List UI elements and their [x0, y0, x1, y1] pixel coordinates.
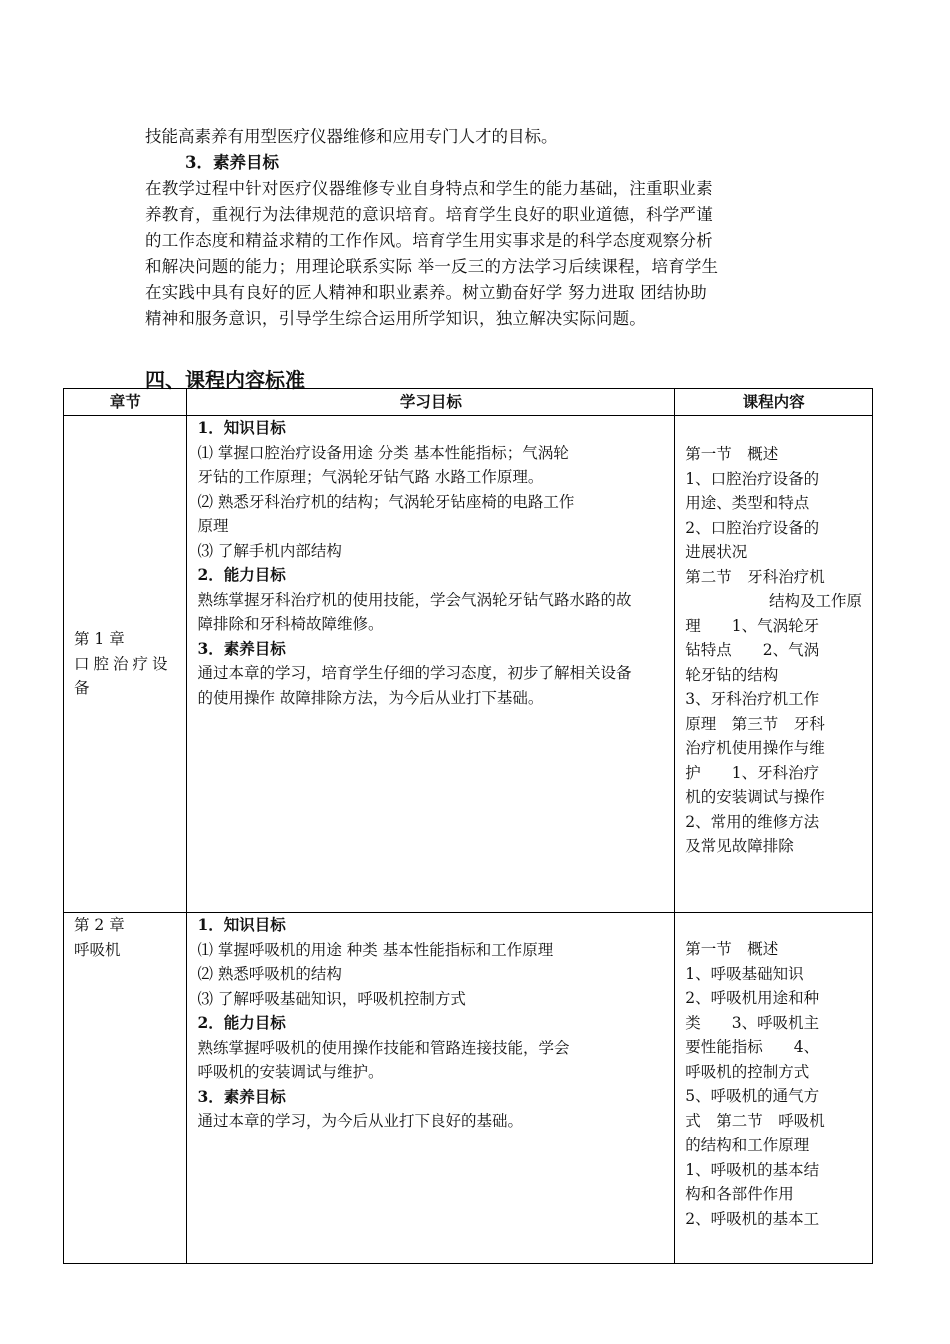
content-line: 第一节 概述 — [685, 445, 779, 463]
goal-line: ⑴ 掌握口腔治疗设备用途 分类 基本性能指标；气涡轮 — [197, 443, 569, 462]
goal-line: 通过本章的学习，为今后从业打下良好的基础。 — [197, 1112, 523, 1130]
goal-line: ⑶ 了解呼吸基础知识，呼吸机控制方式 — [197, 989, 466, 1008]
goal-line: 熟练掌握呼吸机的使用操作技能和管路连接技能，学会 — [197, 1038, 570, 1057]
content-line: 原理 第三节 牙科 — [685, 714, 825, 733]
goal-line: ⑵ 熟悉牙科治疗机的结构；气涡轮牙钻座椅的电路工作 — [197, 492, 575, 511]
content-line: 2、呼吸机的基本工 — [685, 1209, 820, 1228]
header-chapter: 章节 — [64, 389, 187, 416]
content-line: 钻特点 2、气涡 — [685, 641, 820, 659]
content-line: 2、呼吸机用途和种 — [685, 989, 820, 1007]
goals-cell — [187, 913, 675, 1264]
content-line: 构和各部件作用 — [685, 1185, 794, 1203]
content-line: 护 1、牙科治疗 — [685, 763, 820, 782]
content-line: 第一节 概述 — [685, 940, 779, 958]
paragraph-line: 的工作态度和精益求精的工作作风。培育学生用实事求是的科学态度观察分析 — [145, 231, 713, 250]
content-line: 5、呼吸机的通气方 — [685, 1087, 820, 1105]
chapter-cell — [64, 416, 187, 913]
content-line: 1、呼吸机的基本结 — [685, 1160, 820, 1179]
goal-heading: 3．素养目标 — [197, 638, 286, 658]
table-row — [64, 416, 873, 913]
goal-heading: 1．知识目标 — [197, 418, 286, 437]
goal-line: ⑵ 熟悉呼吸机的结构 — [197, 965, 342, 983]
content-line: 类 3、呼吸机主 — [685, 1013, 820, 1032]
content-line: 呼吸机的控制方式 — [685, 1062, 810, 1081]
goal-line: 牙钻的工作原理；气涡轮牙钻气路 水路工作原理。 — [197, 468, 544, 486]
goal-line: ⑶ 了解手机内部结构 — [197, 541, 342, 560]
chapter-title: 呼吸机 — [74, 940, 121, 959]
paragraph-line: 养教育，重视行为法律规范的意识培育。培育学生良好的职业道德，科学严谨 — [145, 205, 713, 224]
goal-line: 熟练掌握牙科治疗机的使用技能，学会气涡轮牙钻气路水路的故 — [197, 590, 632, 609]
content-line: 2、常用的维修方法 — [685, 812, 820, 831]
goal-heading: 3．素养目标 — [197, 1086, 286, 1106]
chapter-title: 备 — [74, 679, 90, 698]
content-cell — [675, 416, 873, 913]
chapter-title: 口腔治疗设 — [74, 654, 172, 673]
goal-line: 障排除和牙科椅故障维修。 — [197, 615, 384, 633]
content-line: 机的安装调试与操作 — [685, 788, 825, 806]
header-course-content: 课程内容 — [675, 389, 873, 416]
intro-line: 技能高素养有用型医疗仪器维修和应用专门人才的目标。 — [145, 127, 558, 146]
content-line: 的结构和工作原理 — [685, 1136, 810, 1154]
content-line: 1、呼吸基础知识 — [685, 964, 804, 983]
intro-block — [145, 124, 825, 332]
content-line: 3、牙科治疗机工作 — [685, 690, 820, 708]
goal-line: 原理 — [197, 517, 229, 535]
goal-line: ⑴ 掌握呼吸机的用途 种类 基本性能指标和工作原理 — [197, 940, 554, 959]
header-learning-goals: 学习目标 — [187, 389, 675, 416]
content-line: 结构及工作原 — [768, 592, 862, 610]
section-title: 四、课程内容标准 — [145, 368, 305, 392]
goal-line: 通过本章的学习，培育学生仔细的学习态度，初步了解相关设备 — [197, 664, 632, 682]
table-header-row — [64, 389, 873, 416]
content-line: 1、口腔治疗设备的 — [685, 469, 820, 488]
content-line: 轮牙钻的结构 — [685, 665, 779, 684]
goal-heading: 2．能力目标 — [197, 565, 286, 584]
content-line: 第二节 牙科治疗机 — [685, 567, 825, 586]
goal-line: 呼吸机的安装调试与维护。 — [197, 1063, 384, 1081]
content-line: 理 1、气涡轮牙 — [685, 616, 820, 635]
content-line: 用途、类型和特点 — [685, 494, 810, 512]
course-content-table — [63, 388, 873, 1264]
goal-line: 的使用操作 故障排除方法，为今后从业打下基础。 — [197, 688, 544, 707]
subheading-literacy-goals: 3．素养目标 — [185, 153, 279, 172]
goal-heading: 2．能力目标 — [197, 1013, 286, 1032]
content-line: 治疗机使用操作与维 — [685, 739, 825, 757]
content-line: 进展状况 — [685, 543, 748, 561]
paragraph-line: 在教学过程中针对医疗仪器维修专业自身特点和学生的能力基础，注重职业素 — [145, 179, 713, 198]
content-line: 2、口腔治疗设备的 — [685, 518, 820, 537]
goals-cell — [187, 416, 675, 913]
table-row — [64, 913, 873, 1264]
content-line: 及常见故障排除 — [685, 837, 794, 855]
content-line: 式 第二节 呼吸机 — [685, 1111, 825, 1130]
content-cell — [675, 913, 873, 1264]
paragraph-line: 和解决问题的能力；用理论联系实际 举一反三的方法学习后续课程，培育学生 — [145, 257, 719, 276]
content-line: 要性能指标 4、 — [685, 1038, 820, 1056]
chapter-cell — [64, 913, 187, 1264]
chapter-number: 第 2 章 — [74, 916, 125, 934]
chapter-number: 第 1 章 — [74, 630, 125, 649]
paragraph-line: 精神和服务意识，引导学生综合运用所学知识，独立解决实际问题。 — [145, 309, 646, 328]
paragraph-line: 在实践中具有良好的匠人精神和职业素养。树立勤奋好学 努力进取 团结协助 — [145, 283, 707, 302]
goal-heading: 1．知识目标 — [197, 915, 286, 934]
